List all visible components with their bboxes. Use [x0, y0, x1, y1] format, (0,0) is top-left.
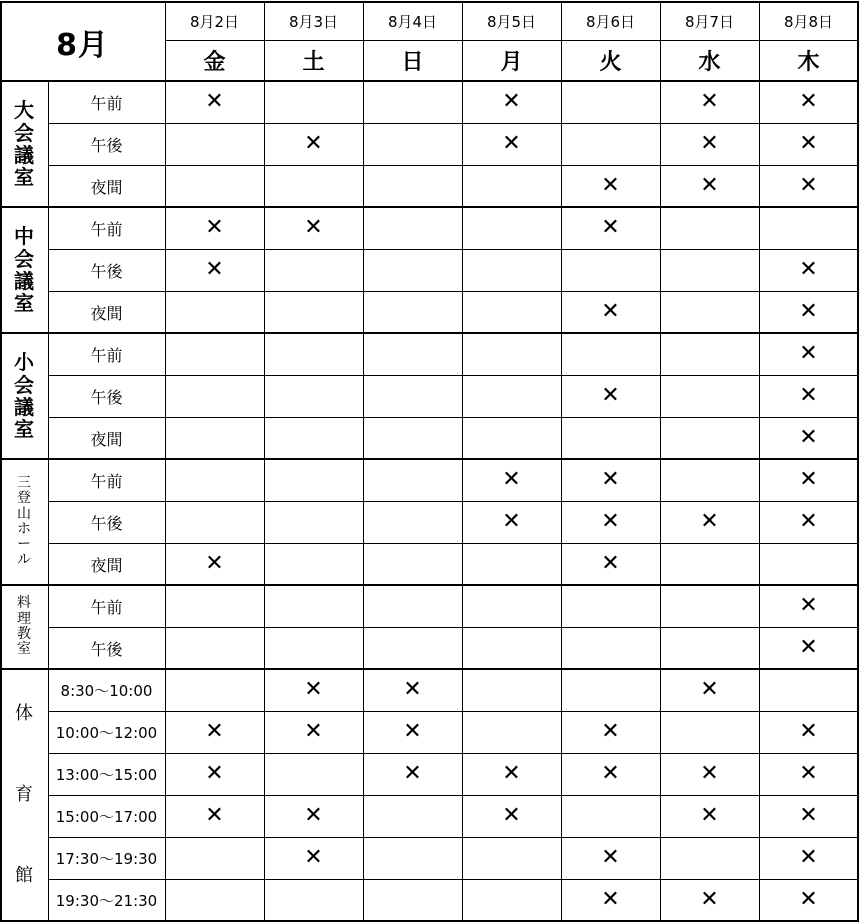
- empty-cell: [363, 627, 462, 669]
- empty-cell: [660, 459, 759, 501]
- grid-line: [48, 753, 858, 754]
- slot-label: 夜間: [90, 429, 123, 449]
- reserved-mark: ✕: [700, 131, 719, 156]
- facility-name-char: 大: [14, 98, 34, 123]
- empty-cell: [363, 543, 462, 585]
- empty-cell: [165, 585, 264, 627]
- day-date: 8月5日: [486, 12, 537, 31]
- grid-line: [0, 206, 858, 208]
- grid-line: [857, 1, 859, 922]
- empty-cell: [462, 207, 561, 249]
- empty-cell: [561, 123, 660, 165]
- slot-label: 午後: [90, 261, 123, 281]
- facility-name-char: 中: [14, 224, 34, 249]
- reserved-mark: ✕: [799, 635, 818, 660]
- day-of-week: 土: [302, 50, 325, 75]
- slot-label: 15:00～17:00: [55, 807, 158, 826]
- slot-label: 17:30～19:30: [55, 849, 158, 868]
- reserved-mark: ✕: [304, 719, 323, 744]
- day-date: 8月4日: [387, 12, 438, 31]
- grid-line: [0, 80, 858, 82]
- empty-cell: [363, 879, 462, 921]
- reserved-mark: ✕: [799, 467, 818, 492]
- slot-label: 19:30～21:30: [55, 891, 158, 910]
- grid-line: [48, 711, 858, 712]
- empty-cell: [462, 249, 561, 291]
- reserved-mark: ✕: [601, 383, 620, 408]
- empty-cell: [759, 669, 858, 711]
- grid-line: [48, 501, 858, 502]
- reserved-mark: ✕: [799, 173, 818, 198]
- grid-line: [48, 249, 858, 250]
- reserved-mark: ✕: [799, 341, 818, 366]
- facility-name-char: 室: [14, 291, 34, 316]
- reserved-mark: ✕: [601, 887, 620, 912]
- empty-cell: [759, 543, 858, 585]
- empty-cell: [363, 81, 462, 123]
- reserved-mark: ✕: [799, 845, 818, 870]
- empty-cell: [561, 795, 660, 837]
- facility-name-char: 室: [14, 417, 34, 442]
- empty-cell: [264, 417, 363, 459]
- grid-line: [48, 417, 858, 418]
- empty-cell: [462, 627, 561, 669]
- day-of-week: 木: [797, 50, 820, 75]
- empty-cell: [660, 207, 759, 249]
- empty-cell: [561, 249, 660, 291]
- empty-cell: [264, 501, 363, 543]
- empty-cell: [363, 795, 462, 837]
- reserved-mark: ✕: [700, 803, 719, 828]
- grid-line: [48, 81, 49, 921]
- grid-line: [48, 165, 858, 166]
- empty-cell: [264, 753, 363, 795]
- reserved-mark: ✕: [799, 383, 818, 408]
- empty-cell: [264, 291, 363, 333]
- empty-cell: [363, 837, 462, 879]
- empty-cell: [561, 627, 660, 669]
- reserved-mark: ✕: [799, 593, 818, 618]
- facility-name-char: 会: [14, 246, 34, 271]
- reserved-mark: ✕: [403, 761, 422, 786]
- empty-cell: [165, 669, 264, 711]
- empty-cell: [264, 585, 363, 627]
- empty-cell: [462, 165, 561, 207]
- empty-cell: [660, 333, 759, 375]
- empty-cell: [264, 165, 363, 207]
- reserved-mark: ✕: [601, 719, 620, 744]
- empty-cell: [165, 165, 264, 207]
- reserved-mark: ✕: [601, 551, 620, 576]
- empty-cell: [660, 711, 759, 753]
- day-date: 8月2日: [189, 12, 240, 31]
- facility-name-char: 理: [17, 610, 31, 627]
- reserved-mark: ✕: [502, 803, 521, 828]
- reserved-mark: ✕: [799, 299, 818, 324]
- grid-line: [0, 332, 858, 334]
- reserved-mark: ✕: [700, 173, 719, 198]
- grid-line: [759, 2, 760, 921]
- reserved-mark: ✕: [700, 89, 719, 114]
- day-of-week: 火: [599, 50, 622, 75]
- reserved-mark: ✕: [601, 299, 620, 324]
- empty-cell: [660, 627, 759, 669]
- slot-label: 午前: [90, 219, 123, 239]
- empty-cell: [363, 291, 462, 333]
- facility-name-char: 室: [17, 641, 31, 658]
- reserved-mark: ✕: [700, 509, 719, 534]
- empty-cell: [363, 459, 462, 501]
- reserved-mark: ✕: [205, 551, 224, 576]
- reserved-mark: ✕: [502, 89, 521, 114]
- slot-label: 午後: [90, 513, 123, 533]
- empty-cell: [165, 459, 264, 501]
- empty-cell: [363, 375, 462, 417]
- empty-cell: [363, 585, 462, 627]
- grid-line: [48, 543, 858, 544]
- reserved-mark: ✕: [799, 425, 818, 450]
- slot-label: 午前: [90, 597, 123, 617]
- reserved-mark: ✕: [304, 677, 323, 702]
- slot-label: 8:30～10:00: [60, 681, 153, 700]
- grid-line: [462, 2, 463, 921]
- day-of-week: 日: [401, 50, 424, 75]
- empty-cell: [165, 627, 264, 669]
- empty-cell: [561, 81, 660, 123]
- facility-name-char: ー: [17, 536, 31, 553]
- empty-cell: [264, 627, 363, 669]
- grid-line: [48, 627, 858, 628]
- empty-cell: [561, 417, 660, 459]
- day-date: 8月7日: [684, 12, 735, 31]
- reserved-mark: ✕: [205, 215, 224, 240]
- slot-label: 夜間: [90, 555, 123, 575]
- empty-cell: [363, 123, 462, 165]
- empty-cell: [165, 837, 264, 879]
- facility-name-char: 会: [14, 372, 34, 397]
- empty-cell: [462, 333, 561, 375]
- facility-name-char: 館: [15, 865, 33, 887]
- reserved-mark: ✕: [799, 131, 818, 156]
- grid-line: [0, 584, 858, 586]
- empty-cell: [462, 543, 561, 585]
- reserved-mark: ✕: [205, 719, 224, 744]
- empty-cell: [264, 81, 363, 123]
- month-title: 8月: [56, 27, 109, 63]
- facility-name: [0, 207, 48, 333]
- slot-label: 午後: [90, 387, 123, 407]
- empty-cell: [561, 669, 660, 711]
- reserved-mark: ✕: [799, 803, 818, 828]
- reserved-mark: ✕: [403, 677, 422, 702]
- reserved-mark: ✕: [601, 467, 620, 492]
- slot-label: 午後: [90, 135, 123, 155]
- reserved-mark: ✕: [601, 215, 620, 240]
- empty-cell: [264, 333, 363, 375]
- facility-name-char: 会: [14, 120, 34, 145]
- empty-cell: [462, 879, 561, 921]
- empty-cell: [660, 249, 759, 291]
- empty-cell: [165, 375, 264, 417]
- grid-line: [48, 879, 858, 880]
- empty-cell: [462, 669, 561, 711]
- grid-line: [363, 2, 364, 921]
- facility-name-char: 料: [17, 595, 31, 612]
- day-of-week: 水: [698, 50, 721, 75]
- grid-line: [48, 123, 858, 124]
- empty-cell: [165, 417, 264, 459]
- facility-name: [0, 81, 48, 207]
- facility-name-char: 山: [17, 505, 31, 522]
- facility-name-char: 議: [14, 395, 34, 419]
- day-date: 8月3日: [288, 12, 339, 31]
- empty-cell: [165, 291, 264, 333]
- reserved-mark: ✕: [601, 761, 620, 786]
- facility-name: [0, 585, 48, 669]
- empty-cell: [264, 543, 363, 585]
- reserved-mark: ✕: [799, 89, 818, 114]
- reserved-mark: ✕: [799, 509, 818, 534]
- empty-cell: [462, 375, 561, 417]
- day-date: 8月6日: [585, 12, 636, 31]
- empty-cell: [363, 501, 462, 543]
- reserved-mark: ✕: [502, 467, 521, 492]
- empty-cell: [363, 165, 462, 207]
- facility-name-char: ホ: [17, 521, 31, 537]
- slot-label: 夜間: [90, 177, 123, 197]
- facility-name: [0, 459, 48, 585]
- facility-name-char: ル: [17, 551, 31, 568]
- grid-line: [48, 795, 858, 796]
- grid-line: [0, 1, 858, 3]
- reserved-mark: ✕: [205, 89, 224, 114]
- grid-line: [264, 2, 265, 921]
- empty-cell: [264, 249, 363, 291]
- facility-name-char: 登: [17, 490, 31, 507]
- grid-line: [48, 291, 858, 292]
- grid-line: [0, 458, 858, 460]
- slot-label: 13:00～15:00: [55, 765, 158, 784]
- slot-label: 夜間: [90, 303, 123, 323]
- reserved-mark: ✕: [601, 173, 620, 198]
- empty-cell: [363, 249, 462, 291]
- reserved-mark: ✕: [205, 257, 224, 282]
- empty-cell: [165, 123, 264, 165]
- grid-line: [0, 668, 858, 670]
- facility-name: [0, 669, 48, 921]
- reserved-mark: ✕: [502, 761, 521, 786]
- empty-cell: [462, 711, 561, 753]
- empty-cell: [363, 207, 462, 249]
- slot-label: 10:00～12:00: [55, 723, 158, 742]
- empty-cell: [660, 837, 759, 879]
- day-of-week: 月: [500, 50, 523, 75]
- facility-name-char: 育: [15, 783, 33, 805]
- grid-line: [48, 837, 858, 838]
- facility-name-char: 小: [14, 350, 34, 375]
- empty-cell: [660, 291, 759, 333]
- reserved-mark: ✕: [799, 887, 818, 912]
- grid-line: [165, 2, 166, 921]
- empty-cell: [561, 585, 660, 627]
- reserved-mark: ✕: [700, 677, 719, 702]
- day-date: 8月8日: [783, 12, 834, 31]
- reserved-mark: ✕: [205, 761, 224, 786]
- empty-cell: [660, 585, 759, 627]
- slot-label: 午前: [90, 471, 123, 491]
- reserved-mark: ✕: [799, 257, 818, 282]
- empty-cell: [363, 333, 462, 375]
- facility-name-char: 教: [17, 626, 31, 642]
- reserved-mark: ✕: [601, 845, 620, 870]
- reserved-mark: ✕: [304, 803, 323, 828]
- empty-cell: [363, 417, 462, 459]
- reserved-mark: ✕: [304, 845, 323, 870]
- empty-cell: [165, 333, 264, 375]
- reserved-mark: ✕: [304, 131, 323, 156]
- reserved-mark: ✕: [601, 509, 620, 534]
- empty-cell: [561, 333, 660, 375]
- slot-label: 午後: [90, 639, 123, 659]
- facility-name: [0, 333, 48, 459]
- day-of-week: 金: [203, 50, 226, 75]
- reserved-mark: ✕: [502, 509, 521, 534]
- slot-label: 午前: [90, 345, 123, 365]
- facility-name-char: 三: [17, 474, 31, 491]
- empty-cell: [660, 543, 759, 585]
- facility-name-char: 議: [14, 143, 34, 167]
- empty-cell: [264, 459, 363, 501]
- empty-cell: [462, 291, 561, 333]
- grid-line: [165, 40, 858, 41]
- empty-cell: [660, 417, 759, 459]
- slot-label: 午前: [90, 93, 123, 113]
- empty-cell: [165, 879, 264, 921]
- empty-cell: [264, 879, 363, 921]
- grid-line: [660, 2, 661, 921]
- empty-cell: [462, 417, 561, 459]
- reserved-mark: ✕: [799, 719, 818, 744]
- empty-cell: [462, 585, 561, 627]
- reserved-mark: ✕: [799, 761, 818, 786]
- reserved-mark: ✕: [700, 887, 719, 912]
- reserved-mark: ✕: [403, 719, 422, 744]
- empty-cell: [660, 375, 759, 417]
- facility-name-char: 体: [15, 702, 33, 724]
- empty-cell: [759, 207, 858, 249]
- reserved-mark: ✕: [304, 215, 323, 240]
- empty-cell: [462, 837, 561, 879]
- grid-line: [0, 920, 858, 922]
- facility-name-char: 議: [14, 269, 34, 293]
- reserved-mark: ✕: [700, 761, 719, 786]
- grid-line: [48, 375, 858, 376]
- reserved-mark: ✕: [205, 803, 224, 828]
- empty-cell: [264, 375, 363, 417]
- reserved-mark: ✕: [502, 131, 521, 156]
- grid-line: [561, 2, 562, 921]
- empty-cell: [165, 501, 264, 543]
- facility-name-char: 室: [14, 165, 34, 190]
- grid-line: [0, 1, 2, 922]
